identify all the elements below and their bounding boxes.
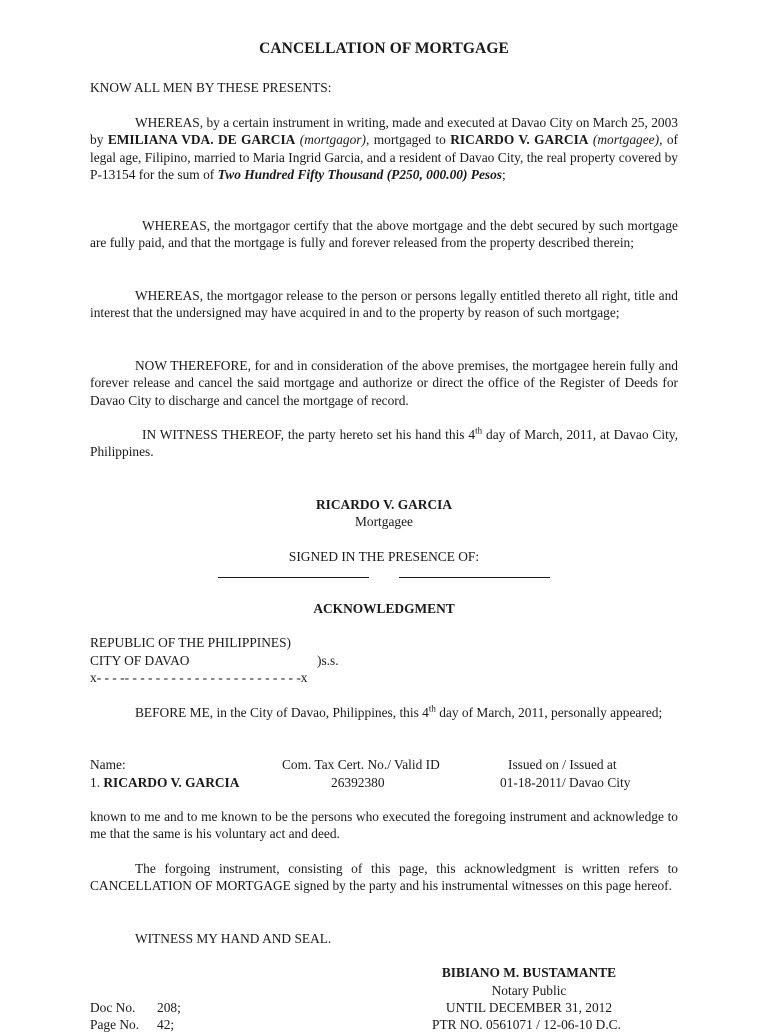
mortgagor-role: (mortgagor) [295, 132, 366, 148]
whereas-paragraph-2: WHEREAS, the mortgagor certify that the above mortgage and the debt secured by such mortgage are fully paid, and that the mortgage is fully and forever released from the property described therein; [90, 218, 678, 251]
notary-ptr: PTR NO. 0561071 / 12-06-10 D.C. [432, 1017, 621, 1032]
venue-separator: x- - - -- - - - - - - - - - - - - - - - - - - - - - -x [90, 670, 308, 685]
witness-signature-line-2 [399, 577, 550, 578]
venue-republic: REPUBLIC OF THE PHILIPPINES) [90, 635, 292, 650]
row-name: RICARDO V. GARCIA [103, 775, 240, 790]
whereas-paragraph-1 [90, 114, 678, 184]
whereas1-text-b: , mortgaged to [365, 132, 451, 148]
doc-number-value: 208; [157, 1000, 181, 1015]
whereas-paragraph-3: WHEREAS, the mortgagor release to the person or persons legally entitled thereto all right, title and interest that the undersigned may have acquired in and to the property by reason of such mortgage; [90, 288, 678, 321]
witness-clause [90, 426, 678, 461]
opening-line: KNOW ALL MEN BY THESE PRESENTS: [90, 80, 332, 95]
table-header-issued: Issued on / Issued at [508, 757, 617, 772]
signed-presence-heading: SIGNED IN THE PRESENCE OF: [288, 549, 480, 564]
witness-text-b: day of March, 2011, at Davao City, Philippines. [90, 427, 678, 460]
forgoing-paragraph: The forgoing instrument, consisting of this page, this acknowledgment is written refers to CANCELLATION OF MORTGAGE signed by the party and his instrumental witnesses on this page hereof. [90, 861, 678, 894]
page-number-value: 42; [157, 1017, 175, 1032]
venue-ss: )s.s. [317, 653, 339, 668]
table-row [90, 774, 239, 791]
witness-text-a: IN WITNESS THEREOF, the party hereto set his hand this 4 [142, 427, 476, 442]
notary-name: BIBIANO M. BUSTAMANTE [441, 965, 617, 980]
before-me-text-b: day of March, 2011, personally appeared; [435, 705, 663, 720]
before-me-paragraph [90, 704, 678, 721]
witness-ordinal-suffix: th [475, 425, 483, 436]
mortgage-amount: Two Hundred Fifty Thousand (P250, 000.00) Pesos [217, 167, 503, 183]
before-me-ordinal-suffix: th [428, 703, 436, 714]
now-therefore-paragraph: NOW THEREFORE, for and in consideration of the above premises, the mortgagee herein fully and forever release and cancel the said mortgage and authorize or direct the office of the Register of Deeds for Davao City to discharge and cancel the mortgage of record. [90, 358, 678, 408]
mortgagor-name: EMILIANA VDA. DE GARCIA [107, 132, 296, 148]
acknowledgment-heading: ACKNOWLEDGMENT [313, 601, 455, 616]
row-issued: 01-18-2011/ Davao City [500, 775, 631, 790]
witness-signature-line-1 [218, 577, 369, 578]
document-title: CANCELLATION OF MORTGAGE [259, 40, 509, 57]
row-id: 26392380 [331, 775, 385, 790]
before-me-text-a: BEFORE ME, in the City of Davao, Philippines, this 4 [135, 705, 429, 720]
table-header-name: Name: [90, 757, 126, 772]
whereas1-text-a: WHEREAS, by a certain instrument in writing, made and executed at Davao City on March 25, 2003 by [90, 115, 678, 148]
whereas1-text-d: ; [502, 167, 506, 183]
mortgagee-role: (mortgagee), [588, 132, 663, 148]
whereas1-text-c: of legal age, Filipino, married to Maria Ingrid Garcia, and a resident of Davao City, the real property covered by P-13154 for the sum of [90, 132, 678, 183]
doc-number-label: Doc No. [90, 1000, 136, 1015]
signatory-role: Mortgagee [354, 514, 413, 529]
notary-title: Notary Public [491, 983, 567, 998]
witness-hand-line: WITNESS MY HAND AND SEAL. [135, 931, 332, 946]
mortgagee-name: RICARDO V. GARCIA [450, 132, 589, 148]
known-to-me-paragraph: known to me and to me known to be the persons who executed the foregoing instrument and acknowledge to me that the same is his voluntary act and deed. [90, 809, 678, 842]
page-number-label: Page No. [90, 1017, 140, 1032]
table-header-id: Com. Tax Cert. No./ Valid ID [282, 757, 440, 772]
row-number: 1. [90, 775, 104, 790]
signatory-name: RICARDO V. GARCIA [315, 497, 453, 512]
venue-city: CITY OF DAVAO [90, 653, 190, 668]
document-page [90, 0, 678, 1032]
notary-commission: UNTIL DECEMBER 31, 2012 [445, 1000, 613, 1015]
